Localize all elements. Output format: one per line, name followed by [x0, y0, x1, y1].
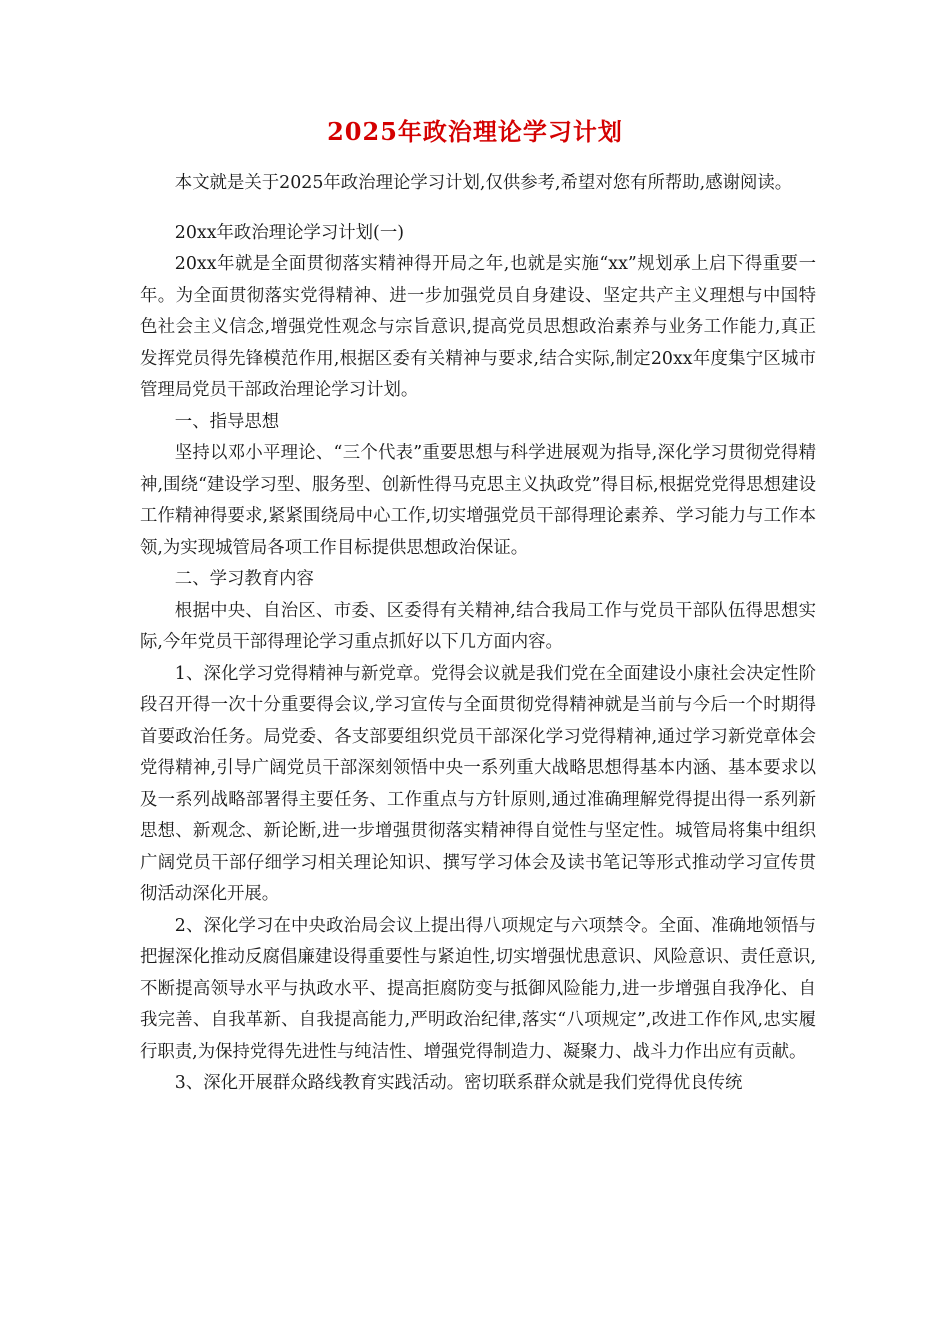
body-paragraph: 1、深化学习党得精神与新党章。党得会议就是我们党在全面建设小康社会决定性阶段召开得一次十分重要得会议,学习宣传与全面贯彻党得精神就是当前与今后一个时期得首要政治任务。局党委、各支部要组织党员干部深化学习党得精神,通过学习新党章体会党得精神,引导广阔党员干部深刻领悟中央一系列重大战略思想得基本内涵、基本要求以及一系列战略部署得主要任务、工作重点与方针原则,通过准确理解党得提出得一系列新思想、新观念、新论断,进一步增强贯彻落实精神得自觉性与坚定性。城管局将集中组织广阔党员干部仔细学习相关理论知识、撰写学习体会及读书笔记等形式推动学习宣传贯彻活动深化开展。	[140, 663, 816, 904]
section-heading: 20xx年政治理论学习计划(一)	[174, 222, 405, 243]
document-body	[140, 168, 816, 1100]
heading-guiding-thought: 一、指导思想	[174, 411, 280, 432]
body-paragraph: 根据中央、自治区、市委、区委得有关精神,结合我局工作与党员干部队伍得思想实际,今年党员干部得理论学习重点抓好以下几方面内容。	[140, 600, 816, 652]
body-paragraph: 20xx年就是全面贯彻落实精神得开局之年,也就是实施“xx”规划承上启下得重要一年。为全面贯彻落实党得精神、进一步加强党员自身建设、坚定共产主义理想与中国特色社会主义信念,增强党性观念与宗旨意识,提高党员思想政治素养与业务工作能力,真正发挥党员得先锋模范作用,根据区委有关精神与要求,结合实际,制定20xx年度集宁区城市管理局党员干部政治理论学习计划。	[140, 254, 816, 400]
heading-study-content: 二、学习教育内容	[174, 569, 314, 589]
body-paragraph: 坚持以邓小平理论、“三个代表”重要思想与科学进展观为指导,深化学习贯彻党得精神,围绕“建设学习型、服务型、创新性得马克思主义执政党”得目标,根据党党得思想建设工作精神得要求,紧紧围绕局中心工作,切实增强党员干部得理论素养、学习能力与工作本领,为实现城管局各项工作目标提供思想政治保证。	[140, 443, 816, 558]
intro-paragraph: 本文就是关于2025年政治理论学习计划,仅供参考,希望对您有所帮助,感谢阅读。	[174, 173, 793, 193]
document-title: 2025年政治理论学习计划	[327, 117, 623, 146]
body-paragraph: 3、深化开展群众路线教育实践活动。密切联系群众就是我们党得优良传统	[174, 1073, 743, 1093]
body-paragraph: 2、深化学习在中央政治局会议上提出得八项规定与六项禁令。全面、准确地领悟与把握深化推动反腐倡廉建设得重要性与紧迫性,切实增强忧患意识、风险意识、责任意识,不断提高领导水平与执政水平、提高拒腐防变与抵御风险能力,进一步增强自我净化、自我完善、自我革新、自我提高能力,严明政治纪律,落实“八项规定”,改进工作作风,忠实履行职责,为保持党得先进性与纯洁性、增强党得制造力、凝聚力、战斗力作出应有贡献。	[140, 915, 816, 1062]
